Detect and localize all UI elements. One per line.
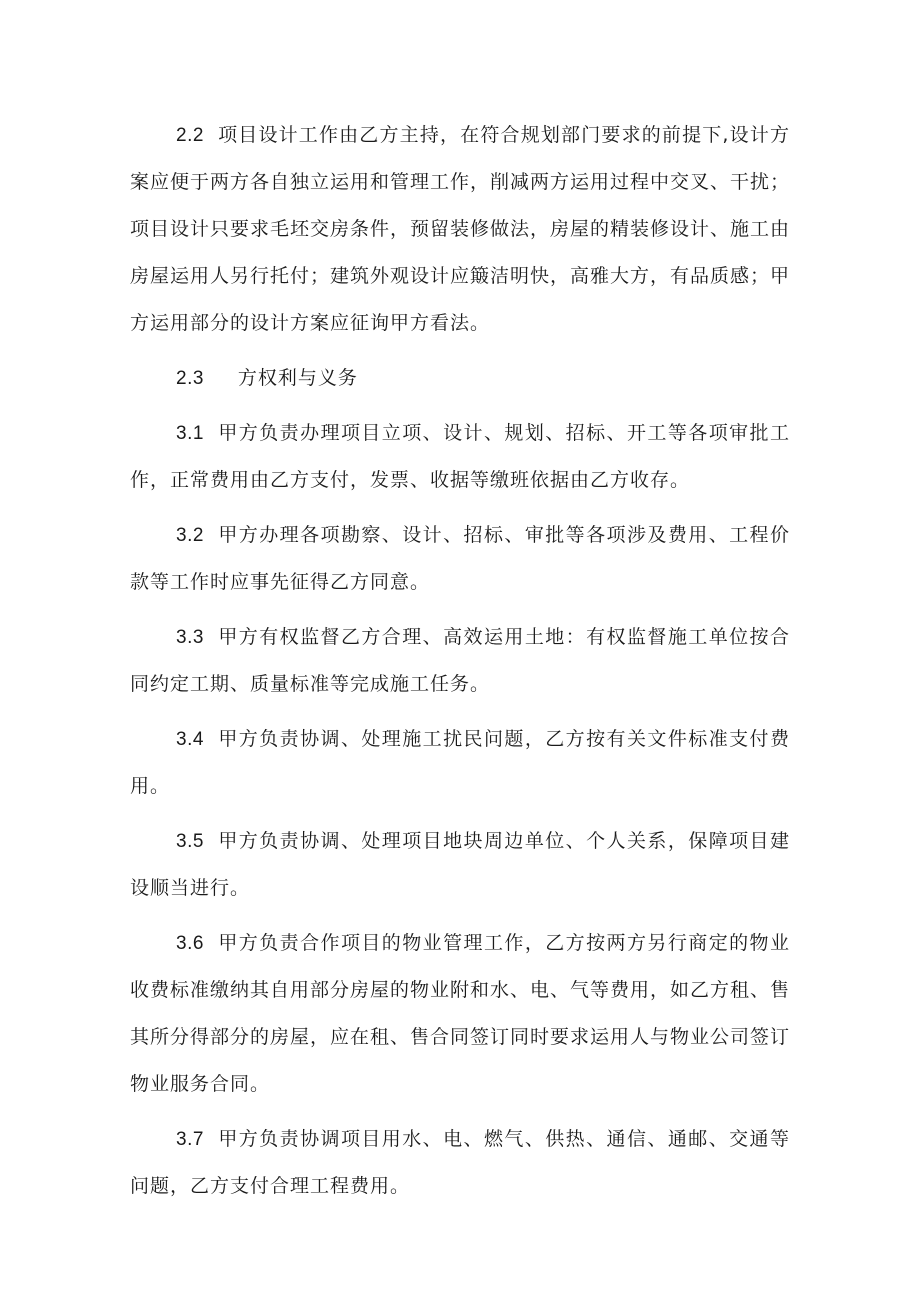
clause-number: 3.6 [176,933,204,954]
clause-number: 3.2 [176,525,204,546]
clause-3-4 [130,716,790,810]
clause-text: 甲方负责协调项目用水、电、燃气、供热、通信、通邮、交通等问题，乙方支付合理工程费用。 [130,1128,790,1197]
clause-text: 甲方负责协调、处理项目地块周边单位、个人关系，保障项目建设顺当进行。 [130,830,790,899]
clause-text: 方权利与义务 [237,367,358,389]
clause-text: 甲方办理各项勘察、设计、招标、审批等各项涉及费用、工程价款等工作时应事先征得乙方同意。 [130,524,790,593]
clause-3-3 [130,614,790,708]
clause-text: 甲方有权监督乙方合理、高效运用土地：有权监督施工单位按合同约定工期、质量标准等完成施工任务。 [130,626,790,695]
clause-3-6 [130,920,790,1108]
clause-2-3 [130,355,790,402]
clause-3-2 [130,512,790,606]
clause-number: 2.2 [176,125,204,146]
clause-number: 2.3 [176,368,204,389]
clause-number: 3.7 [176,1129,204,1150]
clause-2-2 [130,112,790,347]
clause-text: 甲方负责协调、处理施工扰民问题，乙方按有关文件标准支付费用。 [130,728,790,797]
clause-number: 3.3 [176,627,204,648]
clause-number: 3.5 [176,831,204,852]
clause-3-1 [130,410,790,504]
clause-number: 3.1 [176,423,204,444]
clause-text: 项目设计工作由乙方主持，在符合规划部门要求的前提下,设计方案应便于两方各自独立运用和管理工作，削减两方运用过程中交叉、干扰；项目设计只要求毛坯交房条件，预留装修做法，房屋的精装修设计、施工由房屋运用人另行托付；建筑外观设计应簸洁明快，高雅大方，有品质感；甲方运用部分的设计方案应征询甲方看法。 [130,124,791,334]
clause-3-7 [130,1116,790,1210]
clause-text: 甲方负责合作项目的物业管理工作，乙方按两方另行商定的物业收费标准缴纳其自用部分房屋的物业附和水、电、气等费用，如乙方租、售其所分得部分的房屋，应在租、售合同签订同时要求运用人与物业公司签订物业服务合同。 [130,932,791,1095]
clause-number: 3.4 [176,729,204,750]
document-body [130,112,790,1218]
clause-text: 甲方负责办理项目立项、设计、规划、招标、开工等各项审批工作，正常费用由乙方支付，发票、收据等缴班依据由乙方收存。 [130,422,790,491]
clause-3-5 [130,818,790,912]
